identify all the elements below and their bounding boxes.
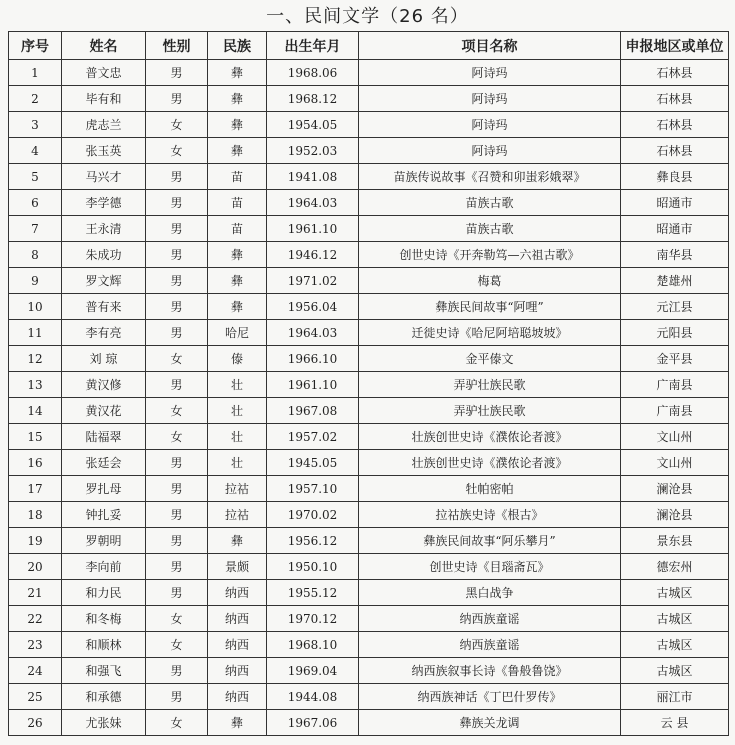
ethnicity-cell: 拉祜 xyxy=(208,502,267,528)
region-cell: 石林县 xyxy=(621,86,729,112)
region-cell: 德宏州 xyxy=(621,554,729,580)
table-row xyxy=(9,398,729,424)
table-row xyxy=(9,424,729,450)
name-cell: 张廷会 xyxy=(62,450,146,476)
birth-cell: 1941.08 xyxy=(267,164,359,190)
birth-cell: 1954.05 xyxy=(267,112,359,138)
project-cell: 阿诗玛 xyxy=(359,86,621,112)
region-cell: 金平县 xyxy=(621,346,729,372)
index-cell: 1 xyxy=(9,60,62,86)
region-cell: 古城区 xyxy=(621,658,729,684)
project-cell: 壮族创世史诗《濮侬论者渡》 xyxy=(359,424,621,450)
ethnicity-cell: 壮 xyxy=(208,424,267,450)
gender-cell: 男 xyxy=(146,684,208,710)
birth-cell: 1969.04 xyxy=(267,658,359,684)
birth-cell: 1961.10 xyxy=(267,372,359,398)
table-row xyxy=(9,450,729,476)
project-cell: 彝族民间故事“阿乐攀月” xyxy=(359,528,621,554)
index-cell: 24 xyxy=(9,658,62,684)
project-cell: 黑白战争 xyxy=(359,580,621,606)
ethnicity-cell: 傣 xyxy=(208,346,267,372)
birth-cell: 1944.08 xyxy=(267,684,359,710)
index-cell: 12 xyxy=(9,346,62,372)
region-cell: 元阳县 xyxy=(621,320,729,346)
ethnicity-cell: 彝 xyxy=(208,60,267,86)
ethnicity-cell: 景颇 xyxy=(208,554,267,580)
birth-cell: 1968.12 xyxy=(267,86,359,112)
birth-cell: 1956.04 xyxy=(267,294,359,320)
birth-cell: 1957.10 xyxy=(267,476,359,502)
birth-cell: 1952.03 xyxy=(267,138,359,164)
gender-cell: 女 xyxy=(146,112,208,138)
region-cell: 石林县 xyxy=(621,112,729,138)
project-cell: 阿诗玛 xyxy=(359,138,621,164)
index-cell: 7 xyxy=(9,216,62,242)
column-header-name: 姓名 xyxy=(62,32,146,60)
birth-cell: 1950.10 xyxy=(267,554,359,580)
page-title: 一、民间文学（26 名） xyxy=(266,6,469,27)
project-cell: 纳西族神话《丁巴什罗传》 xyxy=(359,684,621,710)
header-row xyxy=(9,32,729,60)
birth-cell: 1956.12 xyxy=(267,528,359,554)
table-row xyxy=(9,294,729,320)
ethnicity-cell: 苗 xyxy=(208,216,267,242)
ethnicity-cell: 苗 xyxy=(208,190,267,216)
ethnicity-cell: 纳西 xyxy=(208,684,267,710)
name-cell: 黄汉花 xyxy=(62,398,146,424)
gender-cell: 女 xyxy=(146,424,208,450)
project-cell: 金平傣文 xyxy=(359,346,621,372)
name-cell: 罗扎母 xyxy=(62,476,146,502)
index-cell: 4 xyxy=(9,138,62,164)
index-cell: 5 xyxy=(9,164,62,190)
table-row xyxy=(9,632,729,658)
table-row xyxy=(9,320,729,346)
name-cell: 和强飞 xyxy=(62,658,146,684)
table-row xyxy=(9,164,729,190)
column-header-index: 序号 xyxy=(9,32,62,60)
gender-cell: 女 xyxy=(146,346,208,372)
gender-cell: 男 xyxy=(146,86,208,112)
project-cell: 纳西族童谣 xyxy=(359,632,621,658)
gender-cell: 男 xyxy=(146,190,208,216)
index-cell: 11 xyxy=(9,320,62,346)
ethnicity-cell: 壮 xyxy=(208,450,267,476)
table-row xyxy=(9,606,729,632)
name-cell: 王永清 xyxy=(62,216,146,242)
name-cell: 和顺林 xyxy=(62,632,146,658)
project-cell: 阿诗玛 xyxy=(359,112,621,138)
gender-cell: 男 xyxy=(146,372,208,398)
table-body xyxy=(9,60,729,736)
region-cell: 广南县 xyxy=(621,372,729,398)
gender-cell: 女 xyxy=(146,138,208,164)
region-cell: 丽江市 xyxy=(621,684,729,710)
name-cell: 黄汉修 xyxy=(62,372,146,398)
region-cell: 澜沧县 xyxy=(621,476,729,502)
gender-cell: 男 xyxy=(146,502,208,528)
region-cell: 彝良县 xyxy=(621,164,729,190)
ethnicity-cell: 彝 xyxy=(208,268,267,294)
index-cell: 26 xyxy=(9,710,62,736)
project-cell: 梅葛 xyxy=(359,268,621,294)
birth-cell: 1964.03 xyxy=(267,320,359,346)
birth-cell: 1967.06 xyxy=(267,710,359,736)
region-cell: 昭通市 xyxy=(621,216,729,242)
gender-cell: 男 xyxy=(146,242,208,268)
project-cell: 苗族古歌 xyxy=(359,190,621,216)
ethnicity-cell: 彝 xyxy=(208,242,267,268)
project-cell: 牡帕密帕 xyxy=(359,476,621,502)
birth-cell: 1971.02 xyxy=(267,268,359,294)
index-cell: 23 xyxy=(9,632,62,658)
ethnicity-cell: 壮 xyxy=(208,372,267,398)
name-cell: 和力民 xyxy=(62,580,146,606)
index-cell: 22 xyxy=(9,606,62,632)
index-cell: 3 xyxy=(9,112,62,138)
gender-cell: 男 xyxy=(146,268,208,294)
region-cell: 广南县 xyxy=(621,398,729,424)
index-cell: 14 xyxy=(9,398,62,424)
region-cell: 云 县 xyxy=(621,710,729,736)
project-cell: 壮族创世史诗《濮侬论者渡》 xyxy=(359,450,621,476)
ethnicity-cell: 壮 xyxy=(208,398,267,424)
index-cell: 25 xyxy=(9,684,62,710)
table-row xyxy=(9,372,729,398)
name-cell: 罗朝明 xyxy=(62,528,146,554)
index-cell: 16 xyxy=(9,450,62,476)
name-cell: 罗文辉 xyxy=(62,268,146,294)
ethnicity-cell: 纳西 xyxy=(208,658,267,684)
name-cell: 普有来 xyxy=(62,294,146,320)
project-cell: 拉祜族史诗《根古》 xyxy=(359,502,621,528)
birth-cell: 1968.06 xyxy=(267,60,359,86)
column-header-region: 申报地区或单位 xyxy=(621,32,729,60)
table-row xyxy=(9,658,729,684)
gender-cell: 男 xyxy=(146,164,208,190)
table-row xyxy=(9,684,729,710)
name-cell: 李学德 xyxy=(62,190,146,216)
birth-cell: 1961.10 xyxy=(267,216,359,242)
index-cell: 17 xyxy=(9,476,62,502)
index-cell: 2 xyxy=(9,86,62,112)
name-cell: 李有亮 xyxy=(62,320,146,346)
gender-cell: 男 xyxy=(146,216,208,242)
name-cell: 张玉英 xyxy=(62,138,146,164)
ethnicity-cell: 拉祜 xyxy=(208,476,267,502)
gender-cell: 女 xyxy=(146,710,208,736)
column-header-birth: 出生年月 xyxy=(267,32,359,60)
table-row xyxy=(9,60,729,86)
region-cell: 景东县 xyxy=(621,528,729,554)
birth-cell: 1967.08 xyxy=(267,398,359,424)
birth-cell: 1964.03 xyxy=(267,190,359,216)
region-cell: 石林县 xyxy=(621,60,729,86)
gender-cell: 男 xyxy=(146,320,208,346)
table-row xyxy=(9,242,729,268)
project-cell: 创世史诗《开奔勒笃—六祖古歌》 xyxy=(359,242,621,268)
ethnicity-cell: 彝 xyxy=(208,294,267,320)
table-row xyxy=(9,138,729,164)
gender-cell: 男 xyxy=(146,476,208,502)
gender-cell: 男 xyxy=(146,580,208,606)
gender-cell: 男 xyxy=(146,528,208,554)
inheritors-table xyxy=(8,31,729,736)
column-header-gender: 性别 xyxy=(146,32,208,60)
project-cell: 阿诗玛 xyxy=(359,60,621,86)
table-row xyxy=(9,502,729,528)
name-cell: 虎志兰 xyxy=(62,112,146,138)
ethnicity-cell: 彝 xyxy=(208,112,267,138)
index-cell: 15 xyxy=(9,424,62,450)
name-cell: 马兴才 xyxy=(62,164,146,190)
birth-cell: 1957.02 xyxy=(267,424,359,450)
region-cell: 南华县 xyxy=(621,242,729,268)
project-cell: 弄驴壮族民歌 xyxy=(359,398,621,424)
region-cell: 古城区 xyxy=(621,580,729,606)
index-cell: 10 xyxy=(9,294,62,320)
gender-cell: 女 xyxy=(146,606,208,632)
gender-cell: 女 xyxy=(146,632,208,658)
region-cell: 楚雄州 xyxy=(621,268,729,294)
ethnicity-cell: 哈尼 xyxy=(208,320,267,346)
index-cell: 8 xyxy=(9,242,62,268)
birth-cell: 1966.10 xyxy=(267,346,359,372)
project-cell: 苗族传说故事《召赞和卯蚩彩娥翠》 xyxy=(359,164,621,190)
name-cell: 陆福翠 xyxy=(62,424,146,450)
region-cell: 古城区 xyxy=(621,632,729,658)
ethnicity-cell: 彝 xyxy=(208,528,267,554)
name-cell: 钟扎妥 xyxy=(62,502,146,528)
region-cell: 石林县 xyxy=(621,138,729,164)
column-header-project: 项目名称 xyxy=(359,32,621,60)
gender-cell: 女 xyxy=(146,398,208,424)
project-cell: 创世史诗《目瑙斋瓦》 xyxy=(359,554,621,580)
ethnicity-cell: 彝 xyxy=(208,86,267,112)
region-cell: 文山州 xyxy=(621,450,729,476)
ethnicity-cell: 纳西 xyxy=(208,632,267,658)
table-row xyxy=(9,476,729,502)
name-cell: 尤张妹 xyxy=(62,710,146,736)
table-row xyxy=(9,528,729,554)
birth-cell: 1970.12 xyxy=(267,606,359,632)
name-cell: 和冬梅 xyxy=(62,606,146,632)
table-row xyxy=(9,580,729,606)
ethnicity-cell: 纳西 xyxy=(208,606,267,632)
index-cell: 6 xyxy=(9,190,62,216)
project-cell: 彝族民间故事“阿哩” xyxy=(359,294,621,320)
name-cell: 李向前 xyxy=(62,554,146,580)
region-cell: 澜沧县 xyxy=(621,502,729,528)
index-cell: 20 xyxy=(9,554,62,580)
gender-cell: 男 xyxy=(146,450,208,476)
gender-cell: 男 xyxy=(146,658,208,684)
table-row xyxy=(9,86,729,112)
index-cell: 13 xyxy=(9,372,62,398)
name-cell: 和承德 xyxy=(62,684,146,710)
index-cell: 18 xyxy=(9,502,62,528)
table-row xyxy=(9,346,729,372)
region-cell: 元江县 xyxy=(621,294,729,320)
gender-cell: 男 xyxy=(146,294,208,320)
name-cell: 毕有和 xyxy=(62,86,146,112)
column-header-ethnicity: 民族 xyxy=(208,32,267,60)
project-cell: 彝族关龙调 xyxy=(359,710,621,736)
birth-cell: 1945.05 xyxy=(267,450,359,476)
table-row xyxy=(9,190,729,216)
project-cell: 纳西族叙事长诗《鲁般鲁饶》 xyxy=(359,658,621,684)
project-cell: 迁徙史诗《哈尼阿培聪坡坡》 xyxy=(359,320,621,346)
birth-cell: 1970.02 xyxy=(267,502,359,528)
birth-cell: 1968.10 xyxy=(267,632,359,658)
birth-cell: 1946.12 xyxy=(267,242,359,268)
ethnicity-cell: 彝 xyxy=(208,138,267,164)
region-cell: 昭通市 xyxy=(621,190,729,216)
project-cell: 弄驴壮族民歌 xyxy=(359,372,621,398)
birth-cell: 1955.12 xyxy=(267,580,359,606)
project-cell: 纳西族童谣 xyxy=(359,606,621,632)
index-cell: 9 xyxy=(9,268,62,294)
name-cell: 普文忠 xyxy=(62,60,146,86)
ethnicity-cell: 苗 xyxy=(208,164,267,190)
index-cell: 21 xyxy=(9,580,62,606)
index-cell: 19 xyxy=(9,528,62,554)
table-row xyxy=(9,112,729,138)
table-row xyxy=(9,268,729,294)
table-row xyxy=(9,710,729,736)
ethnicity-cell: 纳西 xyxy=(208,580,267,606)
gender-cell: 男 xyxy=(146,554,208,580)
ethnicity-cell: 彝 xyxy=(208,710,267,736)
name-cell: 朱成功 xyxy=(62,242,146,268)
table-row xyxy=(9,216,729,242)
region-cell: 文山州 xyxy=(621,424,729,450)
gender-cell: 男 xyxy=(146,60,208,86)
region-cell: 古城区 xyxy=(621,606,729,632)
name-cell: 刘 琼 xyxy=(62,346,146,372)
project-cell: 苗族古歌 xyxy=(359,216,621,242)
table-row xyxy=(9,554,729,580)
